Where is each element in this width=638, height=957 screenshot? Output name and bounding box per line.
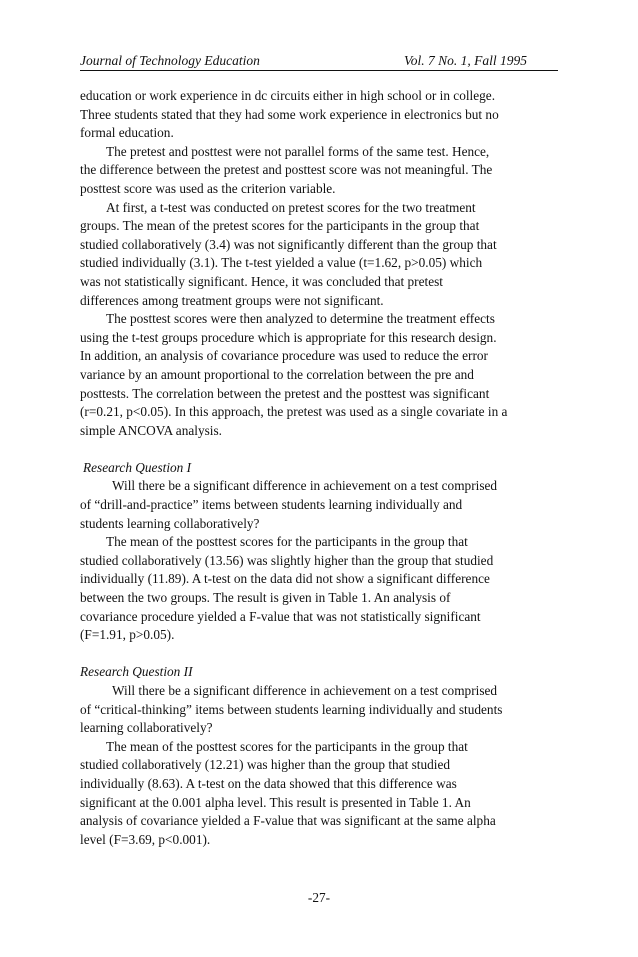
paragraph-pretest-posttest [80, 143, 562, 199]
research-question-1 [80, 459, 562, 645]
text-line: Will there be a significant difference in achievement on a test comprised [112, 478, 498, 494]
article-body [80, 87, 562, 849]
text-line: was not statistically significant. Hence, it was concluded that pretest [80, 273, 443, 289]
research-question-2 [80, 663, 562, 849]
text-line: studied collaboratively (12.21) was higher than the group that studied [80, 757, 451, 773]
text-line: The pretest and posttest were not parallel forms of the same test. Hence, [106, 143, 490, 159]
text-line: Three students stated that they had some work experience in electronics but no [80, 106, 499, 122]
text-line: formal education. [80, 125, 174, 141]
text-line: (r=0.21, p<0.05). In this approach, the pretest was used as a single covariate in a [80, 404, 508, 420]
text-line: The mean of the posttest scores for the participants in the group that [106, 534, 468, 550]
text-line: individually (8.63). A t-test on the data showed that this difference was [80, 775, 457, 791]
text-line: studied collaboratively (3.4) was not significantly different than the group that [80, 236, 497, 252]
text-line: simple ANCOVA analysis. [80, 422, 222, 438]
text-line: (F=1.91, p>0.05). [80, 627, 175, 643]
text-line: differences among treatment groups were not significant. [80, 292, 384, 308]
text-line: The mean of the posttest scores for the participants in the group that [106, 738, 468, 754]
text-line: learning collaboratively? [80, 720, 213, 736]
text-line: the difference between the pretest and posttest score was not meaningful. The [80, 162, 493, 178]
issue-info: Vol. 7 No. 1, Fall 1995 [404, 53, 528, 68]
paragraph-t-test [80, 199, 562, 311]
text-line: posttests. The correlation between the pretest and the posttest was significant [80, 385, 490, 401]
text-line: of “drill-and-practice” items between students learning individually and [80, 497, 463, 513]
section-gap [80, 645, 562, 664]
text-line: level (F=3.69, p<0.001). [80, 831, 211, 847]
running-header [80, 52, 558, 71]
text-line: variance by an amount proportional to the correlation between the pre and [80, 366, 474, 382]
text-line: between the two groups. The result is given in Table 1. An analysis of [80, 590, 451, 606]
text-line: education or work experience in dc circuits either in high school or in college. [80, 88, 496, 103]
section-heading: Research Question I [83, 459, 192, 475]
text-line: using the t-test groups procedure which is appropriate for this research design. [80, 329, 497, 345]
text-line: groups. The mean of the pretest scores for the participants in the group that [80, 218, 480, 234]
text-line: studied individually (3.1). The t-test yielded a value (t=1.62, p>0.05) which [80, 255, 483, 271]
journal-title: Journal of Technology Education [80, 53, 260, 68]
page-number: -27- [307, 890, 331, 905]
text-line: In addition, an analysis of covariance procedure was used to reduce the error [80, 348, 488, 364]
text-line: Will there be a significant difference in achievement on a test comprised [112, 683, 498, 698]
section-gap [80, 440, 562, 459]
text-line: significant at the 0.001 alpha level. This result is presented in Table 1. An [80, 794, 471, 810]
text-line: covariance procedure yielded a F-value that was not statistically significant [80, 608, 481, 624]
text-line: posttest score was used as the criterion variable. [80, 180, 336, 196]
text-line: At first, a t-test was conducted on pretest scores for the two treatment [106, 199, 476, 215]
text-line: individually (11.89). A t-test on the data did not show a significant difference [80, 571, 490, 587]
text-line: of “critical-thinking” items between students learning individually and students [80, 701, 503, 717]
text-line: The posttest scores were then analyzed to determine the treatment effects [106, 311, 495, 327]
section-heading: Research Question II [80, 664, 193, 680]
paragraph-continuation [80, 87, 562, 143]
text-line: studied collaboratively (13.56) was slightly higher than the group that studied [80, 552, 494, 568]
text-line: students learning collaboratively? [80, 515, 260, 531]
text-line: analysis of covariance yielded a F-value that was significant at the same alpha [80, 813, 496, 829]
paragraph-ancova [80, 310, 562, 440]
